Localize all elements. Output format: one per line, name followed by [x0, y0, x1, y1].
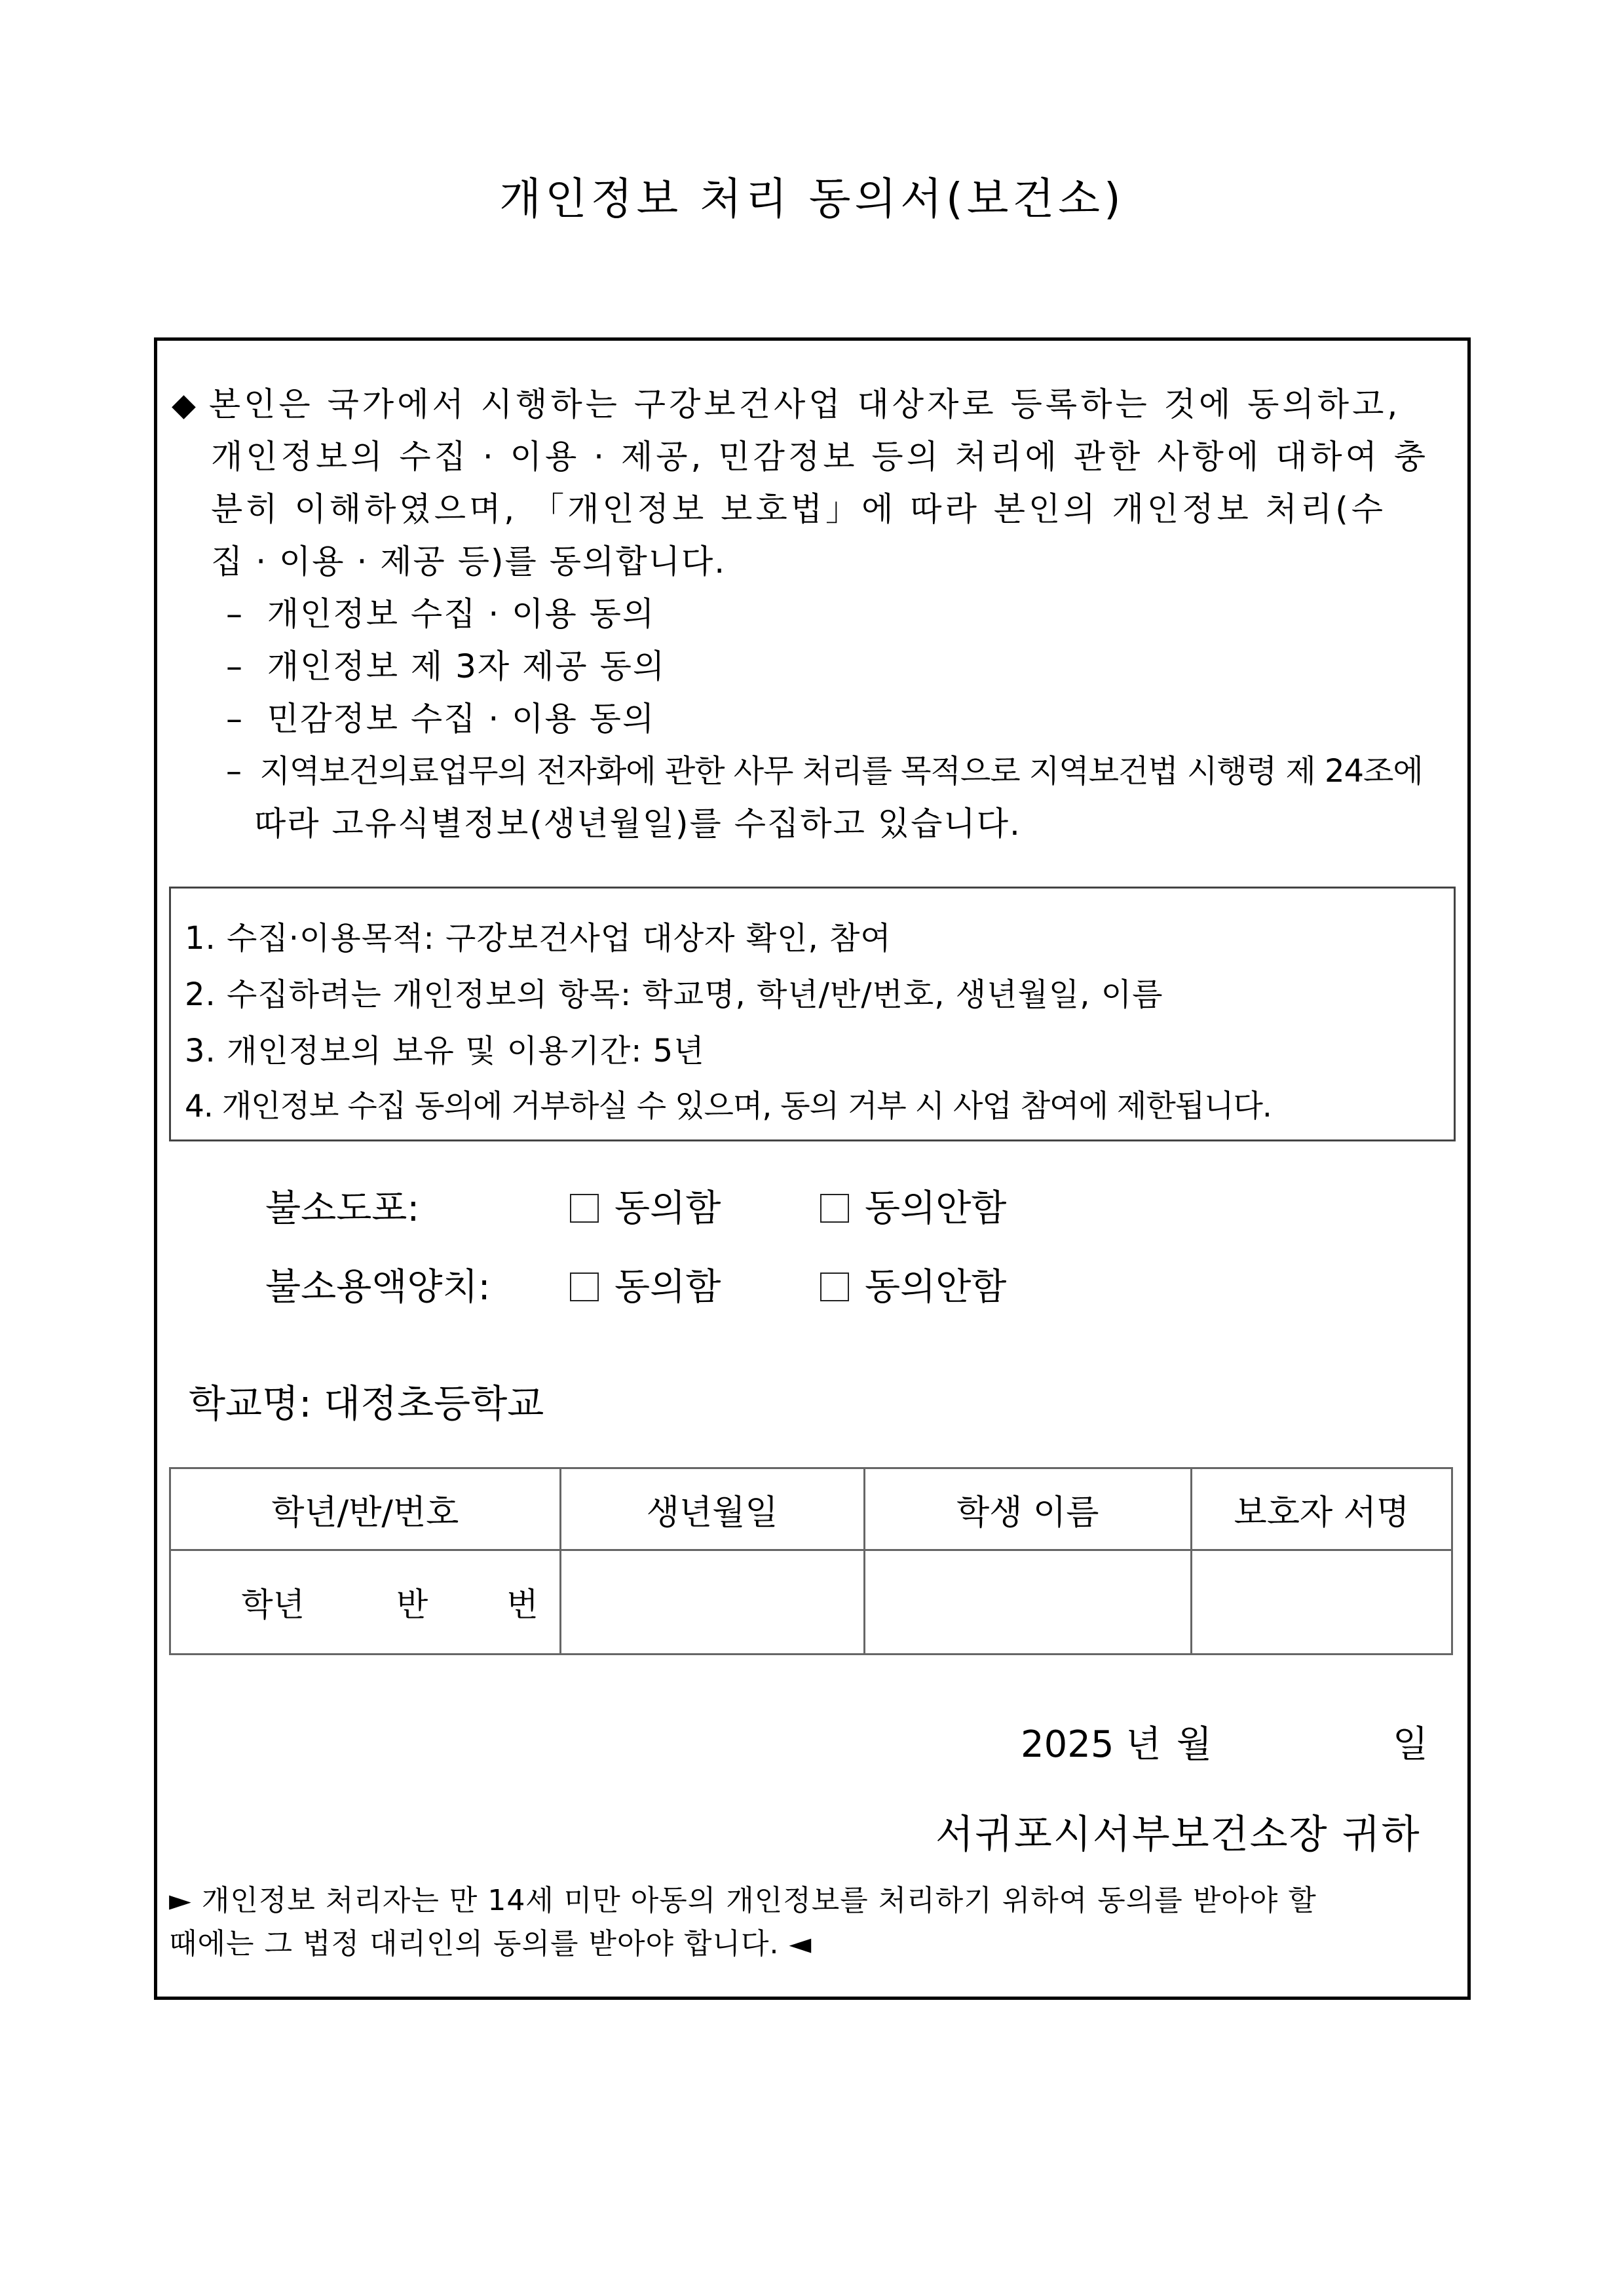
fluoride-mouthrinse-agree[interactable]: 동의함 — [570, 1258, 721, 1311]
date-day: 일 — [1392, 1723, 1428, 1766]
school-name — [189, 1373, 544, 1428]
consent-statement-line-3: 분히 이해하였으며, 「개인정보 보호법」에 따라 본인의 개인정보 처리(수 — [211, 490, 1387, 528]
checkbox-icon[interactable] — [820, 1272, 849, 1301]
consent-statement-line-1: ◆ 본인은 국가에서 시행하는 구강보건사업 대상자로 등록하는 것에 동의하고, — [172, 385, 1401, 423]
school-name-value: 대정초등학교 — [324, 1381, 544, 1426]
table-row — [170, 1550, 1452, 1655]
header-guardian-signature: 보호자 서명 — [1191, 1468, 1452, 1550]
sub-item-continuation: 따라 고유식별정보(생년월일)를 수집하고 있습니다. — [254, 805, 1021, 843]
fluoride-application-label: 불소도포: — [265, 1187, 420, 1230]
birthdate-cell[interactable] — [560, 1550, 864, 1655]
fluoride-application-disagree[interactable]: 동의안함 — [820, 1179, 1006, 1232]
sub-item-unique-identifier: – 지역보건의료업무의 전자화에 관한 사무 처리를 목적으로 지역보건법 시행령 제 24조에 — [226, 753, 1423, 790]
sub-item-personal-info-collection: – 개인정보 수집 · 이용 동의 — [226, 595, 656, 633]
diamond-bullet-icon: ◆ — [172, 387, 197, 423]
student-info-table — [169, 1467, 1453, 1655]
checkbox-icon[interactable] — [570, 1194, 599, 1223]
header-birthdate: 생년월일 — [560, 1468, 864, 1550]
school-name-label: 학교명: — [189, 1381, 312, 1426]
fluoride-application-agree[interactable]: 동의함 — [570, 1179, 721, 1232]
consent-statement-line-4: 집 · 이용 · 제공 등)를 동의합니다. — [211, 543, 727, 581]
checkbox-icon[interactable] — [570, 1272, 599, 1301]
fluoride-mouthrinse-label: 불소용액양치: — [265, 1266, 491, 1309]
table-header-row — [170, 1468, 1452, 1550]
info-item-refusal: 4. 개인정보 수집 동의에 거부하실 수 있으며, 동의 거부 시 사업 참여에 제한됩니다. — [185, 1088, 1272, 1124]
dash-icon: – — [226, 595, 244, 633]
header-grade-class-number: 학년/반/번호 — [170, 1468, 561, 1550]
date-year: 2025 년 — [1021, 1723, 1161, 1766]
grade-class-number-cell[interactable]: 학년 반 번 — [170, 1550, 561, 1655]
header-student-name: 학생 이름 — [864, 1468, 1191, 1550]
dash-icon: – — [226, 753, 241, 790]
addressee: 서귀포시서부보건소장 귀하 — [935, 1812, 1421, 1858]
sub-item-sensitive-info: – 민감정보 수집 · 이용 동의 — [226, 700, 656, 738]
guardian-consent-note-line-2: 때에는 그 법정 대리인의 동의를 받아야 합니다. ◄ — [169, 1927, 812, 1961]
date-month: 월 — [1176, 1723, 1212, 1766]
guardian-signature-cell[interactable] — [1191, 1550, 1452, 1655]
sub-item-third-party-provision: – 개인정보 제 3자 제공 동의 — [226, 647, 666, 685]
info-item-fields: 2. 수집하려는 개인정보의 항목: 학교명, 학년/반/번호, 생년월일, 이름 — [185, 976, 1163, 1013]
info-item-retention: 3. 개인정보의 보유 및 이용기간: 5년 — [185, 1033, 705, 1069]
guardian-consent-note-line-1: ► 개인정보 처리자는 만 14세 미만 아동의 개인정보를 처리하기 위하여 동의를 받아야 할 — [169, 1884, 1317, 1917]
info-item-purpose: 1. 수집·이용목적: 구강보건사업 대상자 확인, 참여 — [185, 920, 892, 957]
document-title: 개인정보 처리 동의서(보건소) — [499, 174, 1125, 224]
consent-statement-line-2: 개인정보의 수집 · 이용 · 제공, 민감정보 등의 처리에 관한 사항에 대하여 충 — [211, 438, 1429, 476]
student-name-cell[interactable] — [864, 1550, 1191, 1655]
dash-icon: – — [226, 700, 244, 738]
checkbox-icon[interactable] — [820, 1194, 849, 1223]
dash-icon: – — [226, 647, 244, 685]
fluoride-mouthrinse-disagree[interactable]: 동의안함 — [820, 1258, 1006, 1311]
